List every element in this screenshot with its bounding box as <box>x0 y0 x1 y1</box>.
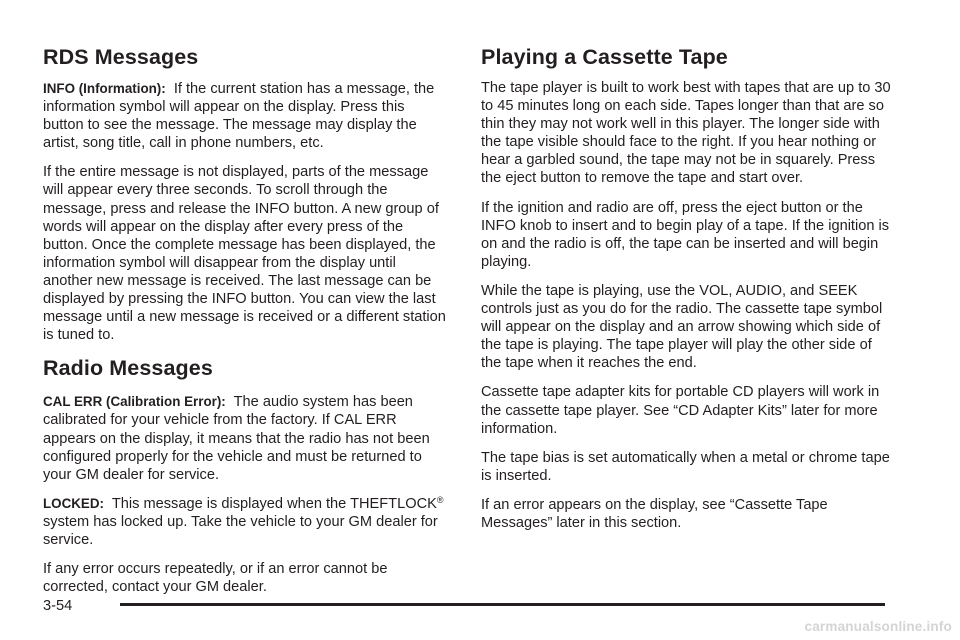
cassette-paragraph-1: The tape player is built to work best with tapes that are up to 30 to 45 minutes long on each side. Tapes longer than that are so thin they may not work well in this player. The longer side with the tape visible should face to the right. If you hear nothing or hear a garbled sound, the tape may not be in squarely. Press the eject button to remove the tape and start over. <box>481 80 891 187</box>
cassette-paragraph-3: While the tape is playing, use the VOL, AUDIO, and SEEK controls just as you do for the radio. The cassette tape symbol will appear on the display and an arrow showing which side of the tape is playing. The tape player will play the other side of the tape when it reaches the end. <box>481 282 883 372</box>
right-column <box>481 44 891 543</box>
cal-err-label: CAL ERR (Calibration Error): <box>43 394 226 410</box>
watermark: carmanualsonline.info <box>804 619 952 634</box>
locked-text-2: system has locked up. Take the vehicle to your GM dealer for service. <box>43 513 438 548</box>
registered-mark: ® <box>436 494 444 505</box>
cassette-paragraph-4: Cassette tape adapter kits for portable CD players will work in the cassette tape player. See “CD Adapter Kits” later for more information. <box>481 384 880 437</box>
info-label: INFO (Information): <box>43 81 166 96</box>
cassette-paragraph-6: If an error appears on the display, see “Cassette Tape Messages” later in this section. <box>481 496 828 531</box>
cal-err-paragraph <box>43 393 447 483</box>
info-text: If the current station has a message, the information symbol will appear on the display. Press this button to see the message. The message may display the artist, song title, call in phone numbers, etc. <box>43 81 435 152</box>
cassette-paragraph-5: The tape bias is set automatically when a metal or chrome tape is inserted. <box>481 449 890 484</box>
locked-paragraph <box>43 495 447 549</box>
radio-messages-heading: Radio Messages <box>43 356 213 381</box>
radio-paragraph-3: If any error occurs repeatedly, or if an error cannot be corrected, contact your GM dealer. <box>43 561 388 596</box>
page-number: 3-54 <box>43 598 73 614</box>
info-paragraph <box>43 80 447 152</box>
left-column <box>43 44 447 607</box>
rds-messages-heading: RDS Messages <box>43 45 199 69</box>
footer-rule <box>120 603 885 606</box>
locked-label: LOCKED: <box>43 495 104 511</box>
cassette-paragraph-2: If the ignition and radio are off, press the eject button or the INFO knob to insert and to begin play of a tape. If the ignition is on and the radio is off, the tape can be inserted and will begin playing. <box>481 199 890 270</box>
locked-text-1: This message is displayed when the THEFTLOCK <box>111 495 437 512</box>
rds-paragraph-2: If the entire message is not displayed, parts of the message will appear every three seconds. To scroll through the message, press and release the INFO button. A new group of words will appear on the display after every press of the button. Once the complete message has been displayed, the information symbol will disappear from the display until another new message is received. The last message can be displayed by pressing the INFO button. You can view the last message until a new message is received or a different station is tuned to. <box>43 164 446 344</box>
cassette-heading: Playing a Cassette Tape <box>481 45 728 69</box>
cal-err-text: The audio system has been calibrated for your vehicle from the factory. If CAL ERR appears on the display, it means that the radio has not been configured properly for the vehicle and must be returned to your GM dealer for service. <box>43 394 430 483</box>
